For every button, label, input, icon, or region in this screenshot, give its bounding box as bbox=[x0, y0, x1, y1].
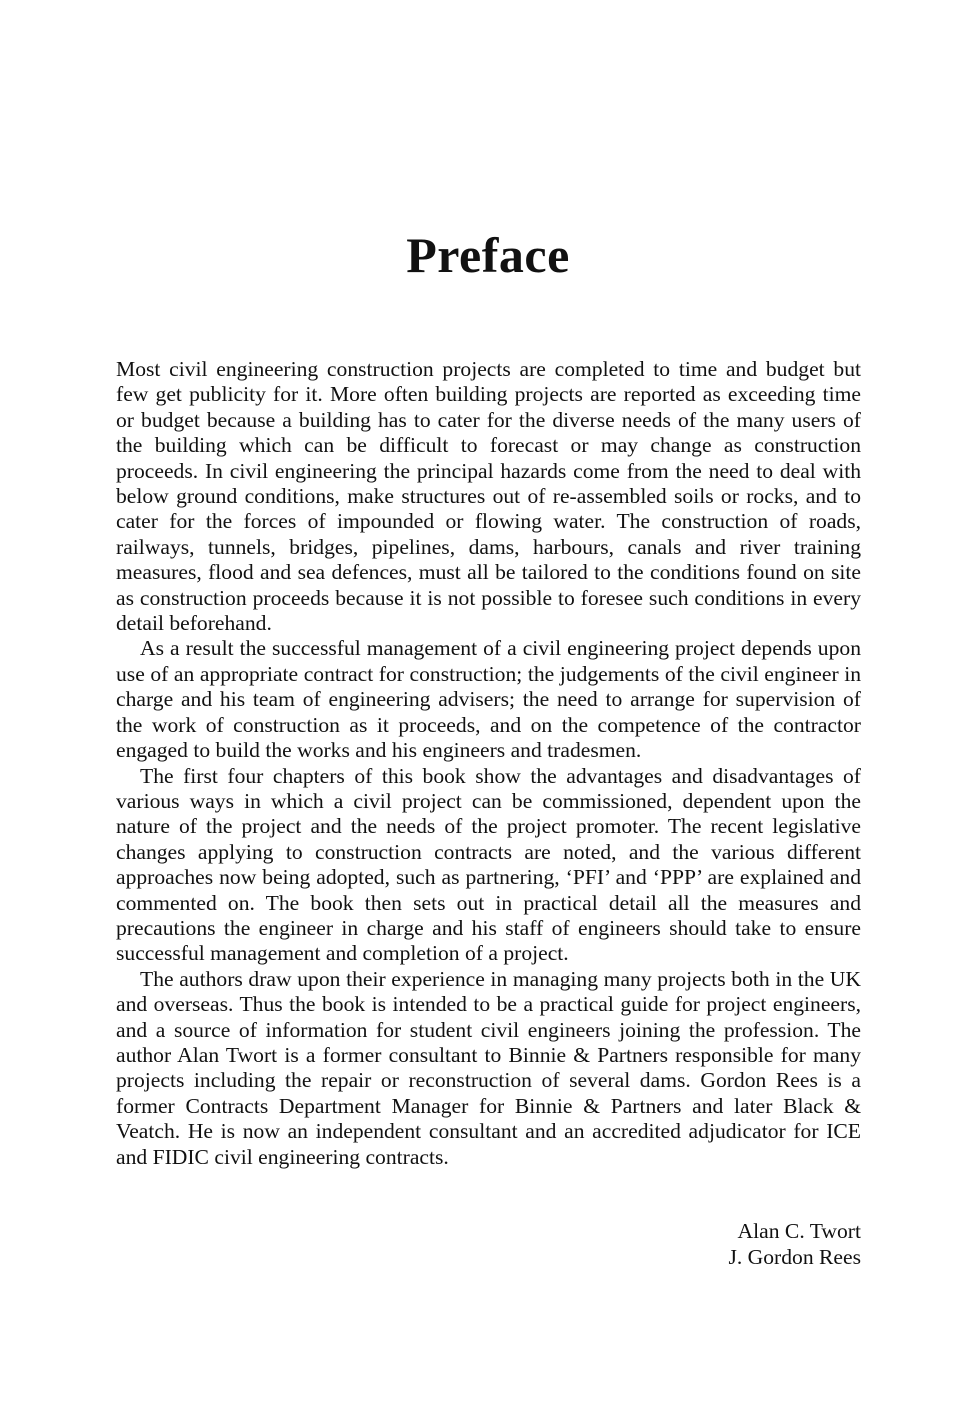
author-signature bbox=[728, 1219, 861, 1270]
paragraph-2: As a result the successful management of a civil engineering project depends upon use of an appropriate contract for construction; the judgements of the civil engineer in charge and his team of engineering advisers; the need to arrange for supervision of the work of construction as it proceeds, and on the competence of the contractor engaged to build the works and his engineers and tradesmen. bbox=[116, 636, 861, 763]
author-name-1: Alan C. Twort bbox=[737, 1219, 861, 1243]
author-name-2: J. Gordon Rees bbox=[728, 1244, 861, 1269]
page-title: Preface bbox=[406, 227, 570, 283]
paragraph-1: Most civil engineering construction projects are completed to time and budget but few get publicity for it. More often building projects are reported as exceeding time or budget because a building has to cater for the diverse needs of the many users of the building which can be difficult to forecast or may change as construction proceeds. In civil engineering the principal hazards come from the need to deal with below ground conditions, make structures out of re-assembled soils or rocks, and to cater for the forces of impounded or flowing water. The construction of roads, railways, tunnels, bridges, pipelines, dams, harbours, canals and river training measures, flood and sea defences, must all be tailored to the conditions found on site as construction proceeds because it is not possible to foresee such conditions in every detail beforehand. bbox=[116, 357, 861, 636]
paragraph-3: The first four chapters of this book show the advantages and disadvantages of various ways in which a civil project can be commissioned, dependent upon the nature of the project and the needs of the project promoter. The recent legislative changes applying to construction contracts are noted, and the various different approaches now being adopted, such as partnering, ‘PFI’ and ‘PPP’ are explained and commented on. The book then sets out in practical detail all the measures and precautions the engineer in charge and his staff of engineers should take to ensure successful management and completion of a project. bbox=[116, 763, 861, 966]
paragraph-4: The authors draw upon their experience in managing many projects both in the UK and overseas. Thus the book is intended to be a practical guide for project engineers, and a source of information for student civil engineers joining the profession. The author Alan Twort is a former consultant to Binnie & Partners responsible for many projects including the repair or reconstruction of several dams. Gordon Rees is a former Contracts Department Manager for Binnie & Partners and later Black & Veatch. He is now an independent consultant and an accredited adjudicator for ICE and FIDIC civil engineering contracts. bbox=[116, 966, 861, 1169]
preface-body bbox=[116, 357, 861, 1170]
